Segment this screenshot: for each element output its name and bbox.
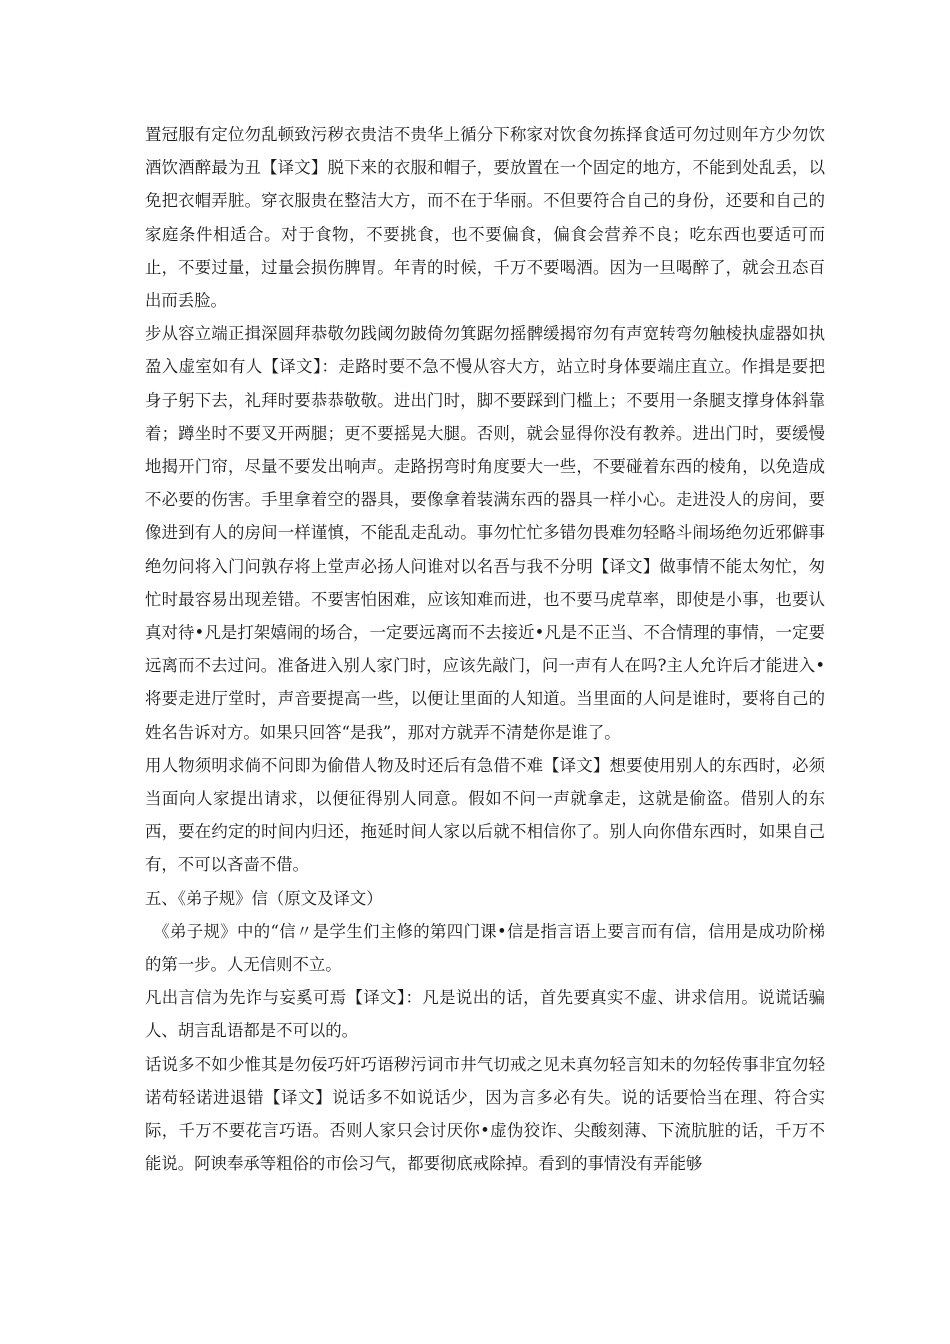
paragraph-conduct-manners: 步从容立端正揖深圆拜恭敬勿践阈勿跛倚勿箕踞勿摇髀缓揭帘勿有声宽转弯勿触棱执虚器如执盈入虚室如有人【译文】：走路时要不急不慢从容大方，站立时身体要端庄直立。作揖是要把身子躬下去，礼拜时要恭恭敬敬。进出门时，脚不要踩到门槛上；不要用一条腿支撑身体斜靠着；蹲坐时不要叉开两腿；更不要摇晃大腿。否则，就会显得你没有教养。进出门时，要缓慢地揭开门帘，尽量不要发出响声。走路拐弯时角度要大一些，不要碰着东西的棱角，以免造成不必要的伤害。手里拿着空的器具，要像拿着装满东西的器具一样小心。走进没人的房间，要像进到有人的房间一样谨慎，不能乱走乱动。事勿忙忙多错勿畏难勿轻略斗闹场绝勿近邪僻事绝勿问将入门问孰存将上堂声必扬人问谁对以名吾与我不分明【译文】做事情不能太匆忙，匆忙时最容易出现差错。不要害怕困难，应该知难而进，也不要马虎草率，即使是小事，也要认真对待•凡是打架嬉闹的场合，一定要远离而不去接近•凡是不正当、不合情理的事情，一定要远离而不去过问。准备进入别人家门时，应该先敲门，问一声有人在吗?主人允许后才能进入•将要走进厅堂时，声音要提高一些，以便让里面的人知道。当里面的人问是谁时，要将自己的姓名告诉对方。如果只回答“是我”，那对方就弄不清楚你是谁了。	[145, 324, 825, 742]
document-body	[145, 118, 825, 1181]
paragraph-borrowing: 用人物须明求倘不问即为偷借人物及时还后有急借不难【译文】想要使用别人的东西时，必须当面向人家提出请求，以便征得别人同意。假如不问一声就拿走，这就是偷盗。借别人的东西，要在约定的时间内归还，拖延时间人家以后就不相信你了。别人向你借东西时，如果自己有，不可以吝啬不借。	[145, 755, 825, 875]
paragraph-trust-intro: 《弟子规》中的“信〃是学生们主修的第四门课•信是指言语上要言而有信，信用是成功阶梯的第一步。人无信则不立。	[145, 921, 825, 975]
section-heading-trust: 五、《弟子规》信（原文及译文）	[145, 888, 383, 908]
paragraph-speech-honesty: 凡出言信为先诈与妄奚可焉【译文】：凡是说出的话，首先要真实不虚、讲求信用。说谎话骗人、胡言乱语都是不可以的。	[145, 988, 825, 1041]
paragraph-speech-caution: 话说多不如少惟其是勿佞巧奸巧语秽污词市井气切戒之见未真勿轻言知未的勿轻传事非宜勿轻诺苟轻诺进退错【译文】说话多不如说话少，因为言多必有失。说的话要恰当在理、符合实际，千万不要花言巧语。否则人家只会讨厌你•虚伪狡诈、尖酸刻薄、下流肮脏的话，千万不能说。阿谀奉承等粗俗的市侩习气，都要彻底戒除掉。看到的事情没有弄能够	[145, 1054, 825, 1174]
paragraph-clothing-food: 置冠服有定位勿乱顿致污秽衣贵洁不贵华上循分下称家对饮食勿拣择食适可勿过则年方少勿饮酒饮酒醉最为丑【译文】脱下来的衣服和帽子，要放置在一个固定的地方，不能到处乱丢，以免把衣帽弄脏。穿衣服贵在整洁大方，而不在于华丽。不但要符合自己的身份，还要和自己的家庭条件相适合。对于食物，不要挑食，也不要偏食，偏食会营养不良；吃东西也要适可而止，不要过量，过量会损伤脾胃。年青的时候，千万不要喝酒。因为一旦喝醉了，就会丑态百出而丢脸。	[145, 125, 825, 311]
